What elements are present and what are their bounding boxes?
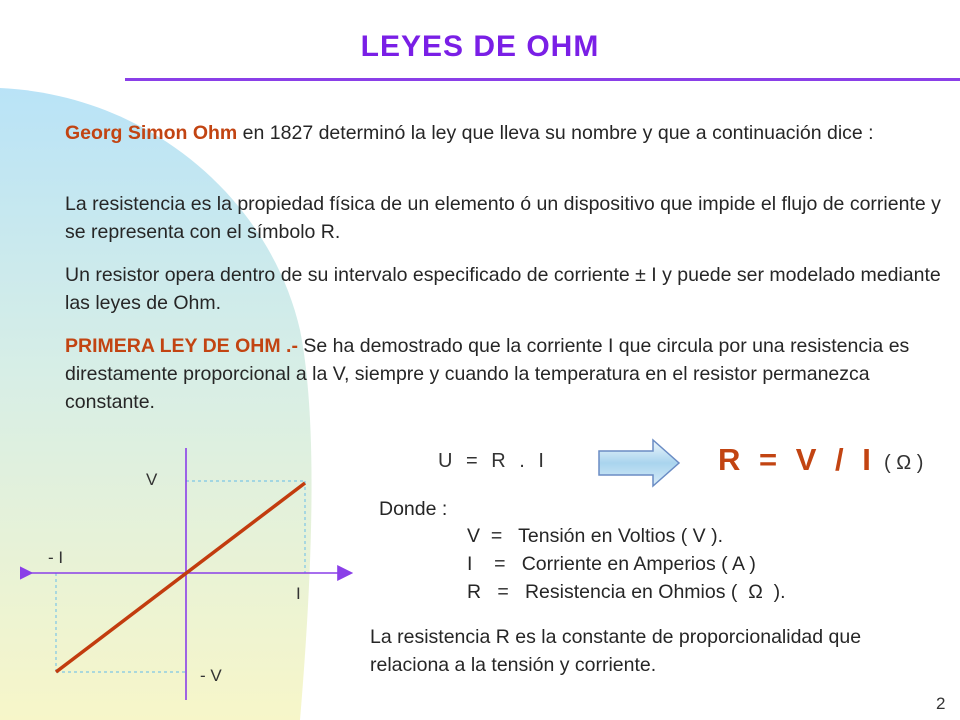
definition-r: R = Resistencia en Ohmios ( Ω ). bbox=[467, 581, 786, 603]
graph-label-neg-v: - V bbox=[200, 666, 222, 685]
ohm-name-highlight: Georg Simon Ohm bbox=[65, 122, 238, 144]
first-law-heading: PRIMERA LEY DE OHM .- bbox=[65, 335, 298, 357]
graph-canvas bbox=[20, 440, 360, 710]
intro-text: en 1827 determinó la ley que lleva su nombre y que a continuación dice : bbox=[237, 122, 874, 144]
ohm-law-graph bbox=[20, 440, 360, 710]
title-divider bbox=[125, 78, 960, 81]
graph-label-v: V bbox=[146, 470, 158, 489]
graph-label-i: I bbox=[296, 584, 301, 603]
definition-i: I = Corriente en Amperios ( A ) bbox=[467, 553, 756, 575]
equation-u-ri: U = R . I bbox=[438, 450, 544, 472]
page-title: LEYES DE OHM bbox=[360, 30, 600, 63]
resistance-definition-paragraph: La resistencia es la propiedad física de un elemento ó un dispositivo que impide el flujo de corriente y se representa con el símbolo R. bbox=[65, 193, 941, 243]
right-arrow-icon bbox=[597, 438, 681, 488]
equation-r-vi: R = V / I bbox=[718, 442, 871, 477]
proportionality-line bbox=[56, 483, 305, 672]
definition-v: V = Tensión en Voltios ( V ). bbox=[467, 525, 723, 547]
resistor-operation-paragraph: Un resistor opera dentro de su intervalo especificado de corriente ± I y puede ser modelado mediante las leyes de Ohm. bbox=[65, 264, 941, 314]
first-law-text: Se ha demostrado que la corriente I que circula por una resistencia es direstamente proporcional a la V, siempre y cuando la temperatura en el resistor permanezca constante. bbox=[65, 335, 910, 413]
graph-label-neg-i: - I bbox=[48, 548, 64, 567]
variable-definitions bbox=[467, 522, 786, 606]
donde-label: Donde : bbox=[379, 498, 448, 520]
first-law-paragraph bbox=[65, 332, 945, 416]
intro-paragraph bbox=[65, 119, 945, 147]
conclusion-paragraph: La resistencia R es la constante de proporcionalidad que relaciona a la tensión y corriente. bbox=[370, 626, 862, 676]
equation-unit-ohm: ( Ω ) bbox=[884, 452, 924, 474]
page-number: 2 bbox=[936, 694, 946, 713]
